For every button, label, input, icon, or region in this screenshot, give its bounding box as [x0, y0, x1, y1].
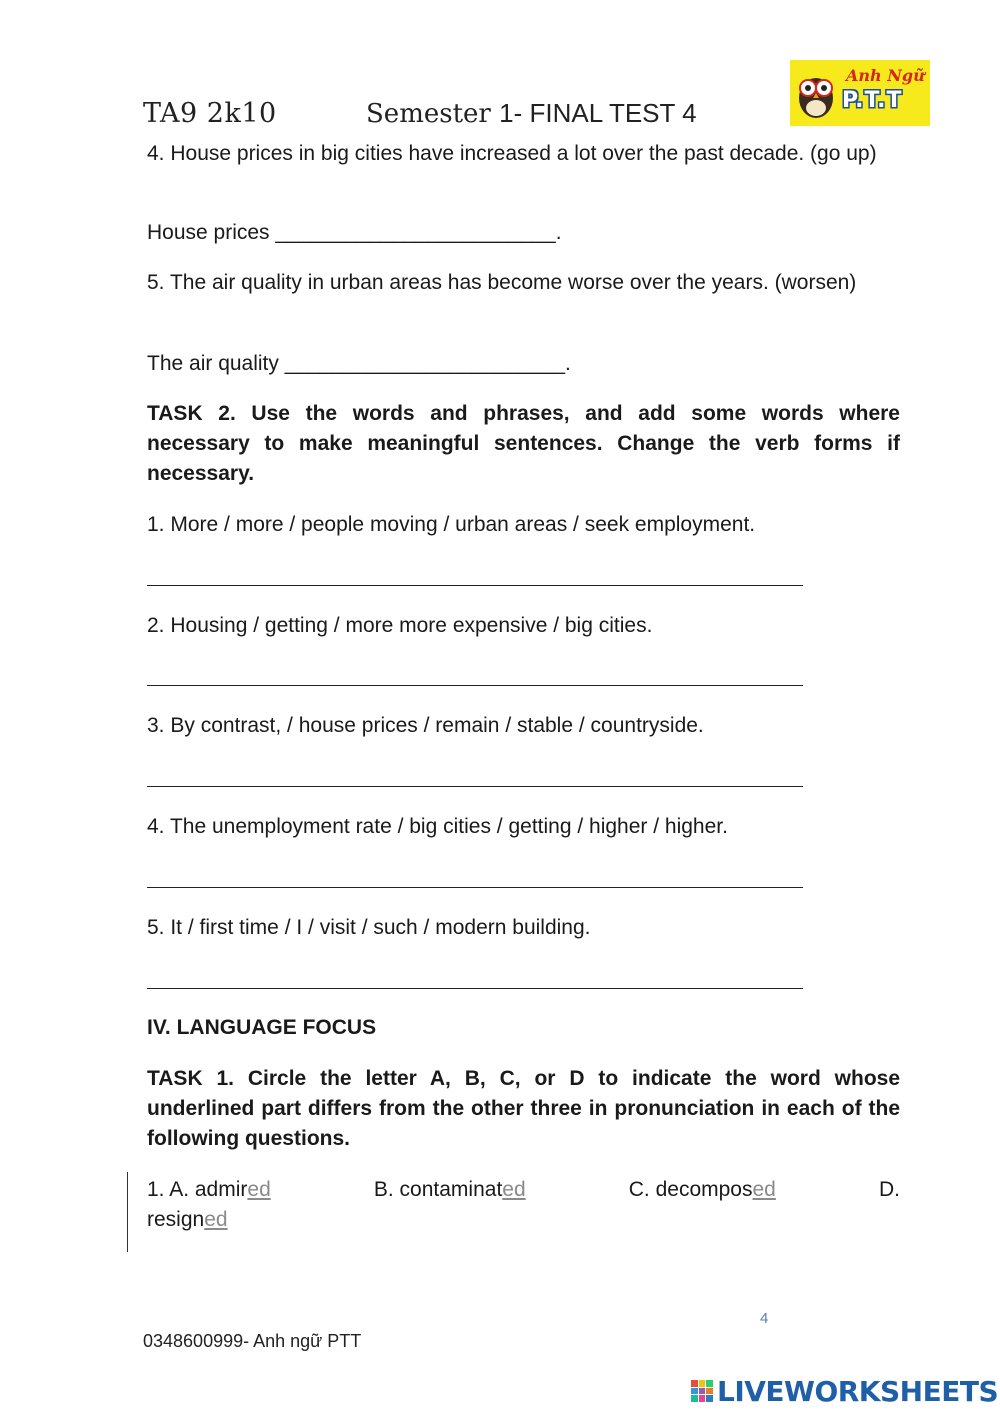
task2-heading: TASK 2. Use the words and phrases, and add some words where necessary to make meaningful sentences. Change the verb forms if necessary.: [147, 402, 900, 485]
rewrite-question-5: 5. The air quality in urban areas has become worse over the years. (worsen): [147, 271, 857, 294]
header-test-title: 1- FINAL TEST 4: [499, 98, 697, 128]
option-d[interactable]: resigned: [147, 1208, 228, 1231]
header-title: [366, 98, 697, 129]
margin-bar: [127, 1172, 128, 1252]
question-1: [147, 1175, 900, 1235]
liveworksheets-brand: [691, 1374, 998, 1408]
ptt-logo: [790, 60, 930, 126]
answer-line-4[interactable]: [147, 887, 803, 888]
task2-item-1: 1. More / more / people moving / urban areas / seek employment.: [147, 513, 756, 536]
option-c-underline: ed: [752, 1178, 776, 1201]
rewrite-answer-5[interactable]: The air quality ________________________.: [147, 352, 571, 375]
option-b-underline: ed: [502, 1178, 526, 1201]
task2-item-4: 4. The unemployment rate / big cities / getting / higher / higher.: [147, 815, 728, 838]
task2-item-5: 5. It / first time / I / visit / such / modern building.: [147, 916, 591, 939]
owl-icon: [796, 66, 836, 120]
footer-contact: 0348600999- Anh ngữ PTT: [143, 1331, 362, 1351]
answer-line-2[interactable]: [147, 685, 803, 686]
task2-item-2: 2. Housing / getting / more more expensive / big cities.: [147, 614, 653, 637]
option-b[interactable]: B. contaminated: [373, 1178, 526, 1201]
option-a[interactable]: 1. A. admired: [147, 1178, 271, 1201]
option-a-underline: ed: [247, 1178, 271, 1201]
liveworksheets-text: LIVEWORKSHEETS: [717, 1374, 999, 1408]
header-class-code: TA9 2k10: [143, 98, 277, 129]
page-number: 4: [760, 1310, 769, 1327]
rewrite-question-4: 4. House prices in big cities have increased a lot over the past decade. (go up): [147, 142, 877, 165]
option-d-underline: ed: [204, 1208, 228, 1231]
rewrite-answer-4[interactable]: House prices ________________________.: [147, 221, 562, 244]
answer-line-1[interactable]: [147, 585, 803, 586]
liveworksheets-icon: [691, 1380, 713, 1402]
logo-top-text: Anh Ngữ: [846, 66, 925, 85]
task1-heading: TASK 1. Circle the letter A, B, C, or D to indicate the word whose underlined part differs from the other three in pronunciation in each of the following questions.: [147, 1067, 900, 1150]
section-heading: IV. LANGUAGE FOCUS: [147, 1016, 377, 1039]
answer-line-3[interactable]: [147, 786, 803, 787]
logo-bottom-text: P.T.T: [842, 88, 903, 113]
option-d-label[interactable]: D.: [878, 1178, 900, 1201]
option-c[interactable]: C. decomposed: [628, 1178, 776, 1201]
task2-item-3: 3. By contrast, / house prices / remain / stable / countryside.: [147, 714, 704, 737]
header-semester-word: Semester: [366, 99, 491, 129]
answer-line-5[interactable]: [147, 988, 803, 989]
